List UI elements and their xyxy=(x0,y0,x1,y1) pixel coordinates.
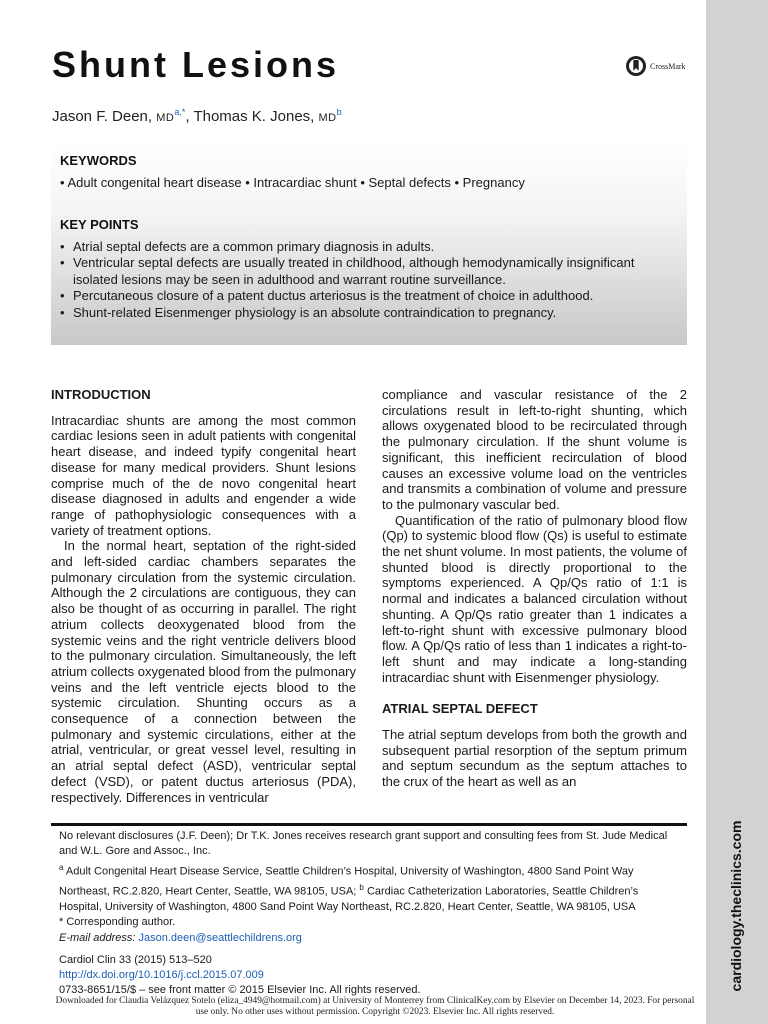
journal-citation: Cardiol Clin 33 (2015) 513–520 xyxy=(59,954,212,966)
keywords-box xyxy=(51,143,687,345)
keypoint-item: • Percutaneous closure of a patent ductus arteriosus is the treatment of choice in adulthood. xyxy=(60,288,675,304)
paragraph: compliance and vascular resistance of the 2 circulations result in left-to-right shunting, which allows oxygenated blood to be recirculated through the pulmonary circulation. If the shunt volume is significant, this inefficient recirculation of blood causes an excessive volume load on the ventricles and transmits a combination of volume and pressure to the pulmonary vascular bed. xyxy=(382,387,687,512)
email-label: E-mail address: xyxy=(59,931,136,944)
author-degree: MD xyxy=(156,112,175,124)
affiliations xyxy=(59,860,679,916)
section-heading-introduction: INTRODUCTION xyxy=(51,387,151,402)
corresponding-author: * Corresponding author. xyxy=(59,916,176,929)
crossmark-icon xyxy=(625,55,647,77)
keypoints-heading: KEY POINTS xyxy=(60,217,139,232)
footnotes xyxy=(59,829,679,946)
citation-block xyxy=(59,953,421,998)
keywords-list: • Adult congenital heart disease • Intracardiac shunt • Septal defects • Pregnancy xyxy=(60,175,525,190)
author-affiliation-mark[interactable]: b xyxy=(336,107,342,117)
author-affiliation-mark[interactable]: a,* xyxy=(174,107,186,117)
affiliation-mark: a xyxy=(59,862,64,872)
footnote-divider xyxy=(51,823,687,826)
issn-copyright: 0733-8651/15/$ – see front matter © 2015 Elsevier Inc. All rights reserved. xyxy=(59,984,421,996)
body-column-right xyxy=(382,387,687,790)
download-notice: Downloaded for Claudia Velázquez Sotelo (eliza_4949@hotmail.com) at University of Monterrey from ClinicalKey.com by Elsevier on December 14, 2023. For personal use only. No other uses without permission. Copyright ©2023. Elsevier Inc. All rights reserved. xyxy=(55,996,695,1017)
author-name: Thomas K. Jones, xyxy=(193,108,315,125)
affiliation-mark: b xyxy=(359,882,364,892)
paragraph: Intracardiac shunts are among the most common cardiac lesions seen in adult patients with congenital heart disease, and indeed typify congenital heart disease for many medical providers. Shunt lesions comprise much of the de novo congenital heart disease diagnosed in adults and engender a wide range of pathophysiologic consequences with a variety of treatment options. xyxy=(51,412,356,538)
email-line xyxy=(59,931,679,946)
affiliation-b: Cardiac Catheterization Laboratories, Seattle Children’s Hospital, University of Washington, 4800 Sand Point Way Northeast, RC.2.820, Heart Center, Seattle, WA 98105, USA xyxy=(59,885,639,913)
doi-link[interactable]: http://dx.doi.org/10.1016/j.ccl.2015.07.009 xyxy=(59,969,264,981)
section-heading-asd: ATRIAL SEPTAL DEFECT xyxy=(382,701,538,717)
keypoint-item: • Shunt-related Eisenmenger physiology is an absolute contraindication to pregnancy. xyxy=(60,305,675,321)
body-column-left xyxy=(51,387,356,805)
crossmark-badge[interactable] xyxy=(625,55,686,77)
keypoint-item: • Ventricular septal defects are usually treated in childhood, although hemodynamically insignificant isolated lesions may be seen in adulthood and warrant routine surveillance. xyxy=(60,255,675,288)
author-line: Jason F. Deen, $MD^{a,*}$, Thomas K. Jones, $MD^b$ xyxy=(52,107,342,125)
paragraph: Quantification of the ratio of pulmonary blood flow (Qp) to systemic blood flow (Qs) is useful to estimate the net shunt volume. In most patients, the volume of shunted blood is directly proportional to the symptoms experienced. A Qp/Qs ratio of 1:1 is normal and indicates a balanced circulation without shunting. A Qp/Qs ratio greater than 1 indicates a left-to-right shunt with excessive pulmonary blood flow. A Qp/Qs ratio of less than 1 indicates a right-to-left shunt and may indicate a long-standing intracardiac shunt with Eisenmenger physiology. xyxy=(382,512,687,685)
author-name: Jason F. Deen, xyxy=(52,108,153,125)
paragraph: In the normal heart, septation of the right-sided and left-sided cardiac chambers separates the pulmonary circulation from the systemic circulation. Although the 2 circulations are contiguous, they can also be thought of as occurring in parallel. The right atrium collects deoxygenated blood from the systemic veins and the right ventricle delivers blood to the pulmonary circulation. Simultaneously, the left atrium collects oxygenated blood from the pulmonary veins and the left ventricle ejects blood to the systemic circulation. Shunting occurs as a consequence of a connection between the pulmonary and systemic circulations, either at the atrial, ventricular, or great vessel level, resulting in an atrial septal defect (ASD), ventricular septal defect (VSD), or patent ductus arteriosus (PDA), respectively. Differences in ventricular xyxy=(51,538,356,805)
keywords-heading: KEYWORDS xyxy=(60,153,137,168)
paragraph: The atrial septum develops from both the growth and subsequent partial resorption of the septum primum and septum secundum as the septum attaches to the crux of the heart as well as an xyxy=(382,727,687,790)
journal-url[interactable]: cardiology.theclinics.com xyxy=(728,820,744,992)
affiliation-a: Adult Congenital Heart Disease Service, Seattle Children’s Hospital, University of Washington, 4800 Sand Point Way Northeast, RC.2.820, Heart Center, Seattle, WA 98105, USA; xyxy=(59,865,634,898)
email-link[interactable]: Jason.deen@seattlechildrens.org xyxy=(138,931,302,944)
keypoint-item: • Atrial septal defects are a common primary diagnosis in adults. xyxy=(60,239,675,255)
crossmark-label: CrossMark xyxy=(650,61,686,71)
author-degree: MD xyxy=(318,112,337,124)
keypoints-list xyxy=(60,239,675,321)
article-title: Shunt Lesions xyxy=(52,44,340,85)
disclosure-note: No relevant disclosures (J.F. Deen); Dr T.K. Jones receives research grant support and consulting fees from St. Jude Medical and W.L. Gore and Assoc., Inc. xyxy=(59,830,668,858)
